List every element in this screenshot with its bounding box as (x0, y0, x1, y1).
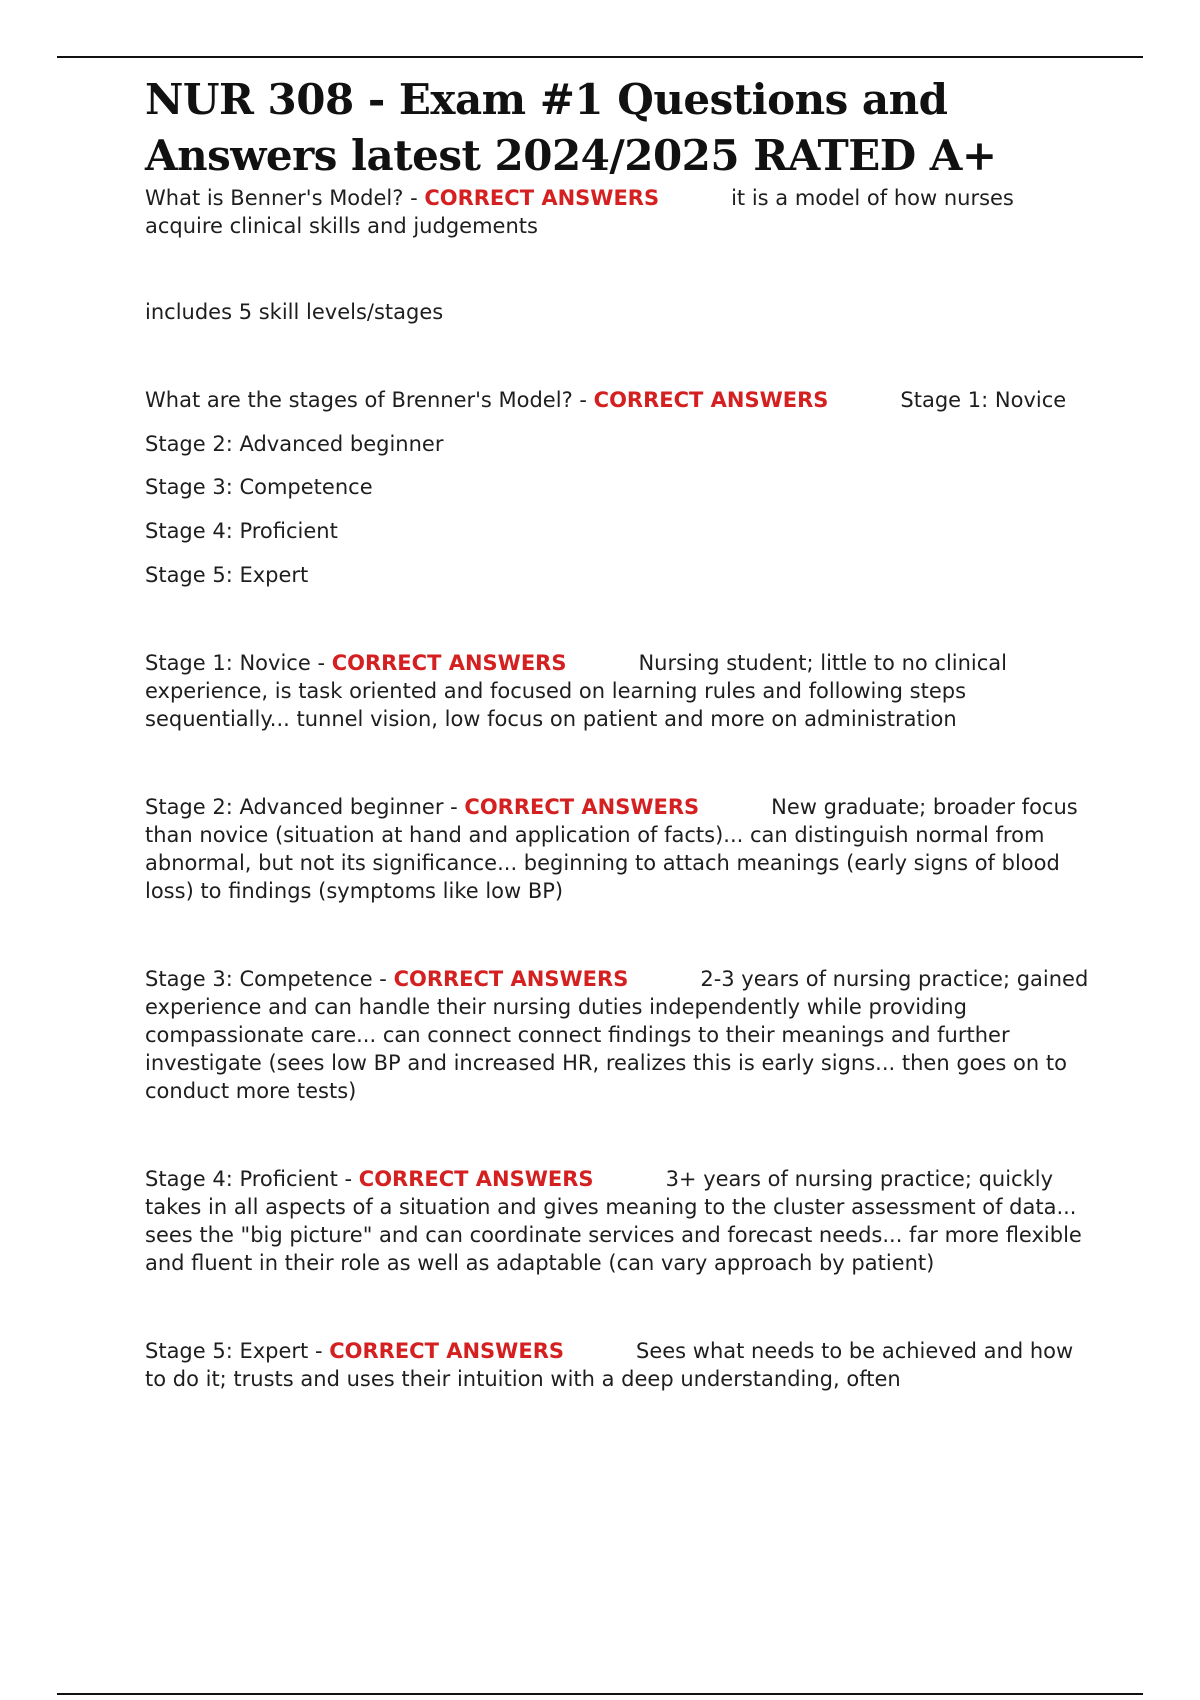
correct-answers-label: CORRECT ANSWERS (329, 1339, 564, 1363)
separator: - (337, 1167, 359, 1191)
answer-text: New graduate; broader focus than novice (situation at hand and application of facts)... can distinguish normal from abnormal, but not its significance... beginning to attach meanings (early signs of blood loss) to findings (symptoms like low BP) (145, 795, 1078, 903)
qa-stage-proficient (145, 1165, 1090, 1277)
separator: - (443, 795, 465, 819)
qa-stages (145, 386, 1090, 414)
qa-benner-model (145, 184, 1090, 240)
separator: - (403, 186, 425, 210)
answer-text: 3+ years of nursing practice; quickly takes in all aspects of a situation and gives meaning to the cluster assessment of data... sees the "big picture" and can coordinate services and forecast needs... far more flexible and fluent in their role as well as adaptable (can vary approach by patient) (145, 1167, 1082, 1275)
correct-answers-label: CORRECT ANSWERS (358, 1167, 594, 1191)
question-text: Stage 1: Novice (145, 651, 311, 675)
note-skill-levels: includes 5 skill levels/stages (145, 300, 444, 324)
correct-answers-label: CORRECT ANSWERS (393, 967, 629, 991)
question-text: What are the stages of Brenner's Model? (145, 388, 573, 412)
bottom-rule (57, 1693, 1143, 1695)
stage-item: Stage 4: Proficient (145, 519, 338, 543)
correct-answers-label: CORRECT ANSWERS (593, 388, 829, 412)
question-text: What is Benner's Model? (145, 186, 404, 210)
answer-text: it is a model of how nurses acquire clinical skills and judgements (145, 186, 1014, 238)
answer-text: 2-3 years of nursing practice; gained experience and can handle their nursing duties independently while providing compassionate care... can connect connect findings to their meanings and further investigate (sees low BP and increased HR, realizes this is early signs... then goes on to conduct more tests) (145, 967, 1089, 1103)
answer-text: Sees what needs to be achieved and how to do it; trusts and uses their intuition with a deep understanding, often (145, 1339, 1074, 1391)
correct-answers-label: CORRECT ANSWERS (464, 795, 700, 819)
separator: - (372, 967, 394, 991)
question-text: Stage 5: Expert (145, 1339, 309, 1363)
separator: - (310, 651, 332, 675)
separator: - (308, 1339, 330, 1363)
qa-stage-expert (145, 1337, 1090, 1393)
answer-text: Stage 1: Novice (900, 388, 1067, 412)
question-text: Stage 4: Proficient (145, 1167, 338, 1191)
correct-answers-label: CORRECT ANSWERS (424, 186, 660, 210)
qa-stage-competence (145, 965, 1090, 1105)
separator: - (572, 388, 594, 412)
stage-item: Stage 5: Expert (145, 563, 309, 587)
stage-item: Stage 3: Competence (145, 475, 373, 499)
document-title: NUR 308 - Exam #1 Questions and Answers latest 2024/2025 RATED A+ (145, 75, 997, 180)
answer-text: Nursing student; little to no clinical experience, is task oriented and focused on learning rules and following steps sequentially... tunnel vision, low focus on patient and more on administration (145, 651, 1008, 731)
document-body (145, 72, 1090, 1393)
question-text: Stage 2: Advanced beginner (145, 795, 444, 819)
top-rule (57, 56, 1143, 58)
qa-stage-novice (145, 649, 1090, 733)
stage-item: Stage 2: Advanced beginner (145, 432, 444, 456)
question-text: Stage 3: Competence (145, 967, 373, 991)
qa-stage-advanced-beginner (145, 793, 1090, 905)
correct-answers-label: CORRECT ANSWERS (331, 651, 567, 675)
